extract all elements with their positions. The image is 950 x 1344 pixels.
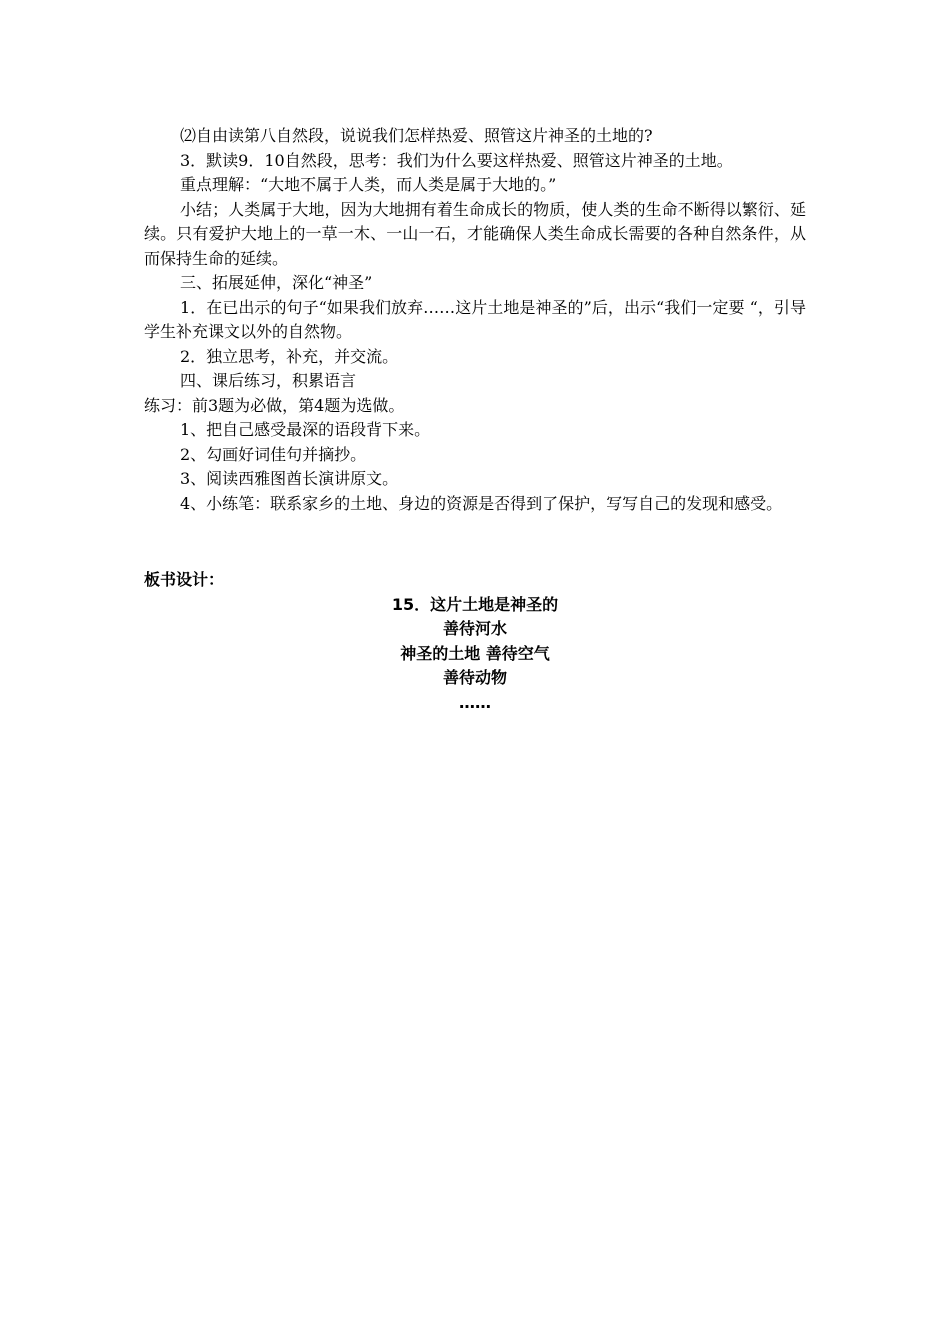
board-title: 15．这片土地是神圣的 — [391, 594, 559, 614]
board-ellipsis: …… — [459, 692, 491, 712]
paragraph-summary: 小结；人类属于大地，因为大地拥有着生命成长的物质，使人类的生命不断得以繁衍、延续。只有爱护大地上的一草一木、一山一石，才能确保人类生命成长需要的各种自然条件，从而保持生命的延续。 — [144, 199, 806, 268]
section-spacer — [144, 516, 806, 568]
exercise-item-1: 1、把自己感受最深的语段背下来。 — [180, 420, 431, 439]
paragraph-exercise-intro: 练习：前3题为必做，第4题为选做。 — [144, 395, 405, 415]
board-line-air: 神圣的土地 善待空气 — [400, 643, 550, 663]
exercise-item-3: 3、阅读西雅图酋长演讲原文。 — [180, 469, 399, 488]
paragraph-key-understanding: 重点理解：“大地不属于人类，而人类是属于大地的。” — [180, 175, 557, 194]
board-line-water: 善待河水 — [442, 619, 507, 638]
section-heading-exercises: 四、课后练习，积累语言 — [180, 371, 357, 390]
board-design-label: 板书设计： — [144, 570, 225, 589]
paragraph-free-read: ⑵自由读第八自然段，说说我们怎样热爱、照管这片神圣的土地的? — [180, 126, 653, 145]
board-line-animals: 善待动物 — [442, 668, 507, 687]
exercise-item-4: 4、小练笔：联系家乡的土地、身边的资源是否得到了保护，写写自己的发现和感受。 — [180, 493, 783, 513]
exercise-item-2: 2、勾画好词佳句并摘抄。 — [180, 444, 367, 464]
paragraph-extension-2: 2．独立思考，补充，并交流。 — [180, 346, 399, 366]
lesson-content — [144, 124, 806, 715]
section-heading-extension: 三、拓展延伸，深化“神圣” — [180, 273, 373, 292]
paragraph-extension-1: 1．在已出示的句子“如果我们放弃……这片土地是神圣的”后，出示“我们一定要 “，引导学生补充课文以外的自然物。 — [144, 297, 806, 341]
paragraph-silent-read: 3．默读9．10自然段，思考：我们为什么要这样热爱、照管这片神圣的土地。 — [180, 150, 733, 170]
board-design — [144, 593, 806, 716]
